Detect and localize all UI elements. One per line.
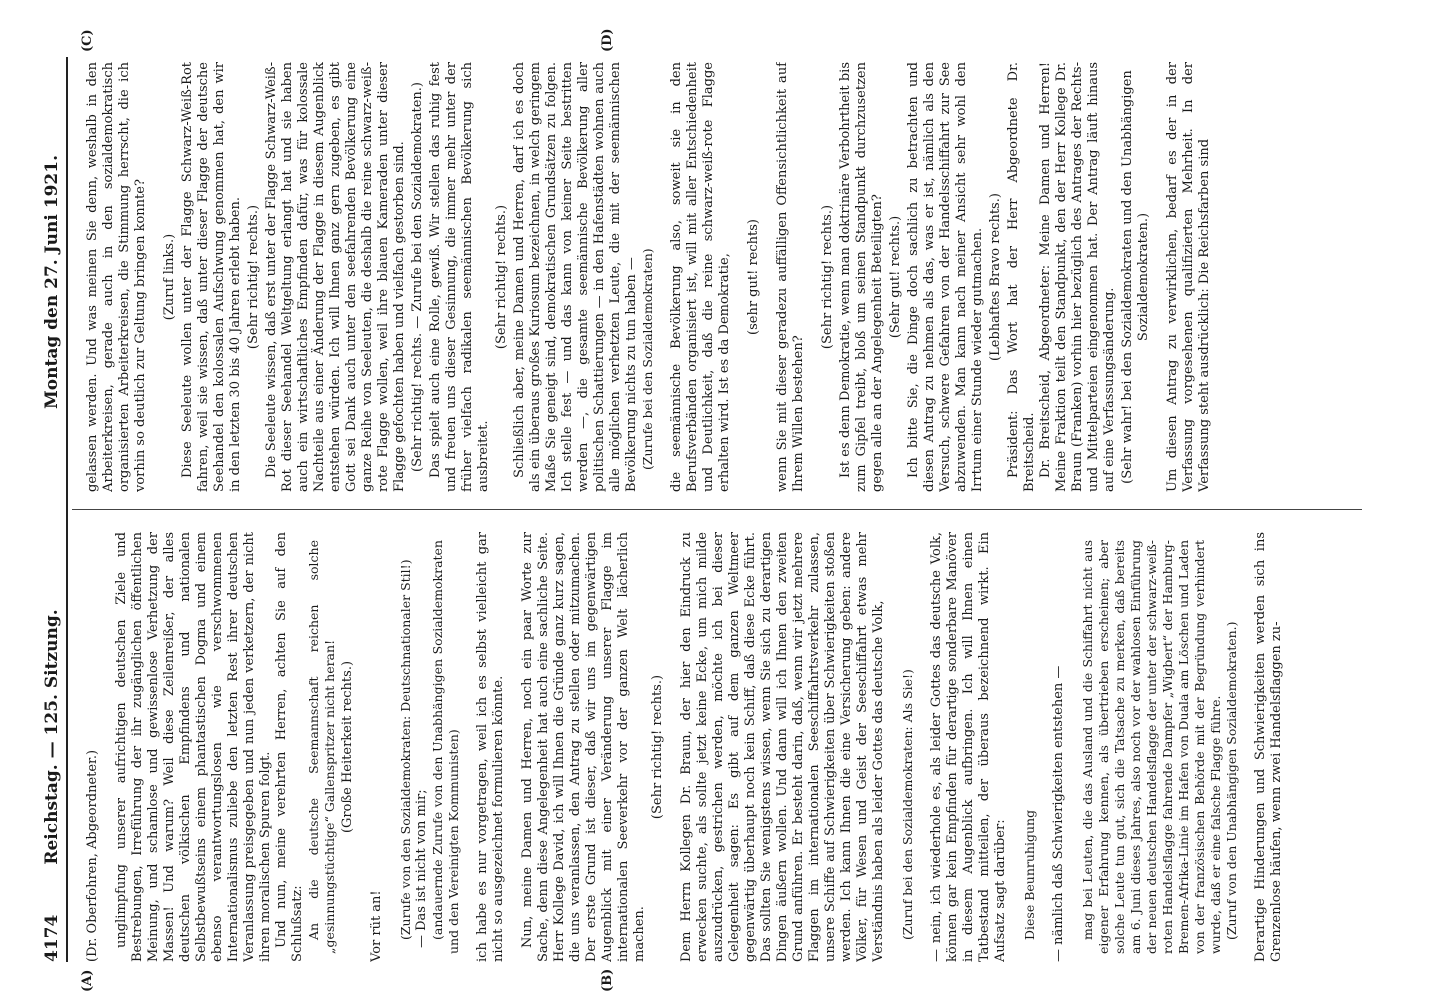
left-column-paragraph: — nein, ich wiederhole es, als leider Gottes das deutsche Volk, können gar kein Empfinden für derartige sonderbare Manöver in diesem Augenblick aufbringen. Ich will Ihnen einen Tatbestand mitteilen, der überaus bezeichnend wirkt. Ein Aufsatz sagt darüber: <box>929 532 1008 962</box>
left-column-paragraph: unglimpfung unserer aufrichtigen deutschen Ziele und Bestrebungen, Irreführung der ihr zugänglichen öffentlichen Meinung, und schamlose und gewissenlose Verhetzung der Massen! Und warum? Weil diese Zeilenreißer, der alles deutschen völkischen Empfindens und nationalen Selbstbewußtseins einem phantastischen Dogma und einem ebenso verantwortungslosen wie verschwommenen Internationalismus zuliebe den letzten Rest ihrer deutschen Veranlassung preisgegeben und nun jeden verketzern, der nicht ihren moralischen Spuren folgt. <box>114 532 273 962</box>
right-column-interjection: (Lebhaftes Bravo rechts.) <box>988 193 1003 361</box>
right-column-paragraph: Ist es denn Demokratie, wenn man doktrinäre Verbohrtheit bis zum Gipfel treibt, bloß um seinen Standpunkt durchzusetzen gegen alle an der Angelegenheit Beteiligten? <box>838 62 885 492</box>
session-date: Montag den 27. Juni 1921. <box>42 154 62 410</box>
left-column-interjection: mag bei Leuten, die das Ausland und die Schiffahrt nicht aus eigener Erfahrung kennen, als übertrieben erscheinen; aber solche Leute tun gut, sich die Tatsache zu merken, daß bereits am 6. Juni dieses Jahres, also noch vor der wahlosen Einführung der neuen deutschen Handelsflagge der unter der schwarz-weiß-roten Handelsflagge fahrende Dampfer „Wigbert“ der Hamburg-Bremen-Afrika-Linie im Hafen von Duala am Löschen und Laden von der französischen Behörde mit der Begründung verhindert wurde, daß er eine falsche Flagge führe. <box>1080 540 1223 954</box>
page-header <box>40 57 68 962</box>
left-text-column <box>72 532 1362 962</box>
left-column-paragraph: Und nun, meine verehrten Herren, achten Sie auf den Schlußsatz: <box>274 532 305 962</box>
right-column-paragraph: die seemännische Bevölkerung also, soweit sie in den Berufsverbänden organisiert ist, will mit aller Entschiedenheit und Deutlichkeit, daß die reine schwarz-weiß-rote Flagge erhalten wird. Ist es da Demokratie, <box>669 62 732 492</box>
right-column-paragraph: Dr. Breitscheid, Abgeordneter: Meine Damen und Herren! Meine Fraktion teilt den Standpunkt, den der Herr Kollege Dr. Braun (Franken) vorhin hier bezüglich des Antrages der Rechts- und Mittelparteien eingenommen hat. Der Antrag läuft hinaus auf eine Verfassungsänderung. <box>1038 62 1117 492</box>
left-column-paragraph: Derartige Hinderungen und Schwierigkeiten werden sich ins Grenzenlose häufen, wenn zwei Handelsflaggen zu- <box>1253 532 1284 962</box>
left-column-interjection: (andauernde Zurufe von den Unabhängigen Sozialdemokraten und den Vereinigten Kommunisten) <box>430 540 461 954</box>
right-column-interjection: (Sehr richtig! rechts.) <box>494 204 509 350</box>
left-column-interjection: (Große Heiterkeit rechts.) <box>340 660 355 834</box>
right-column-interjection: (Sehr wahr! bei den Sozialdemokraten und den Unabhängigen Sozialdemokraten.) <box>1120 70 1151 484</box>
right-column-paragraph: Präsident: Das Wort hat der Herr Abgeordnete Dr. Breitscheid. <box>1006 62 1037 492</box>
left-column-interjection: Diese Beunruhigung <box>1022 809 1037 940</box>
left-column-interjection: (Sehr richtig! rechts.) <box>650 674 665 820</box>
session-title: Reichstag. — 125. Sitzung. <box>42 609 62 865</box>
right-column-paragraph: Das spielt auch eine Rolle, gewiß. Wir stellen das ruhig fest und freuen uns dieser Gesinnung, die immer mehr unter der früher vielfach radikalen seemännischen Bevölkerung sich ausbreitet. <box>428 62 491 492</box>
margin-marker-c: (C) <box>80 29 95 52</box>
right-text-column <box>72 62 1362 492</box>
right-column-paragraph: gelassen werden. Und was meinen Sie denn, weshalb in den Arbeiterkreisen, gerade auch in den sozialdemokratisch organisierten Arbeiterkreisen, die Stimmung herrscht, die ich vorhin so deutlich zur Geltung bringen konnte? <box>85 62 148 492</box>
left-column-paragraph: (Dr. Oberfohren, Abgeordneter.) <box>85 749 100 962</box>
right-column-paragraph: wenn Sie mit dieser geradezu auffälligen Offensichtlichkeit auf Ihrem Willen bestehen? <box>775 62 806 492</box>
right-column-interjection: (Sehr richtig! rechts.) <box>820 204 835 350</box>
column-divider <box>72 509 1362 510</box>
left-column-paragraph: Nun, meine Damen und Herren, noch ein paar Worte zur Sache, denn diese Angelegenheit hat auch eine sachliche Seite. Herr Kollege David, ich will Ihnen die Gründe ganz kurz sagen, die uns veranlassen, den Antrag zu stellen oder mitzumachen. Der erste Grund ist dieser, daß wir uns im gegenwärtigen Augenblick mit einer Veränderung unserer Flagge im internationalen Seeverkehr vor der ganzen Welt lächerlich machen. <box>520 532 647 962</box>
left-column-paragraph: Dem Herrn Kollegen Dr. Braun, der hier den Eindruck zu erwecken suchte, als sollte jetzt keine Ecke, um mich milde auszudrücken, gestrichen werden, möchte ich bei dieser Gelegenheit sagen: Es gibt auf dem ganzen Weltmeer gegenwärtig überhaupt noch kein Schiff, daß diese Ecke führt. Das sollten Sie wenigstens wissen, wenn Sie sich zu derartigen Dingen äußern wollen. Und dann will ich Ihnen den zweiten Grund anführen. Er besteht darin, daß, wenn wir jetzt mehrere Flaggen im internationalen Seeschiffahrtsverkehr zulassen, unsere Schiffe auf Schwierigkeiten über Schwierigkeiten stoßen werden. Ich kann Ihnen die eine Versicherung geben: andere Völker, für Wesen und Geist der Seeschiffahrt etwas mehr Verständnis haben als leider Gottes das deutsche Volk, <box>679 532 886 962</box>
right-column-interjection: (Sehr gut! rechts.) <box>888 215 903 339</box>
left-column-interjection: (Zurufe von den Sozialdemokraten: Deutschnationaler Stil!) <box>398 559 413 940</box>
right-column-paragraph: Ich bitte Sie, die Dinge doch sachlich zu betrachten und diesen Antrag zu nehmen als das, was er ist, nämlich als den Versuch, schwere Gefahren von der Handelsschiffahrt zur See abzuwenden. Man kann nach meiner Ansicht sehr wohl den Irrtum einer Stunde wieder gutmachen. <box>906 62 985 492</box>
margin-marker-a: (A) <box>80 969 95 992</box>
left-column-paragraph: — Das ist nicht von mir; <box>414 789 429 948</box>
right-column-interjection: (sehr gut! rechts) <box>746 219 761 335</box>
right-column-paragraph: Schließlich aber, meine Damen und Herren, darf ich es doch als ein überaus großes Kuriosum bezeichnen, in welch geringem Maße Sie geneigt sind, demokratischen Grundsätzen zu folgen. Ich stelle fest — und das kann von keiner Seite bestritten werden —, die gesamte seemännische Bevölkerung aller politischen Schattierungen — in den Hafenstädten wohnen auch alle möglichen verhetzten Leute, die mit der seemännischen Bevölkerung nichts zu tun haben — <box>512 62 639 492</box>
right-column-paragraph: Um diesen Antrag zu verwirklichen, bedarf es der in der Verfassung vorgesehenen qualifizierten Mehrheit. In der Verfassung steht ausdrücklich: Die Reichsfarben sind <box>1165 62 1212 492</box>
left-column-paragraph: ich habe es nur vorgetragen, weil ich es selbst vielleicht gar nicht so ausgezeichnet formulieren könnte. <box>475 532 506 962</box>
left-column-interjection: (Zuruf von den Unabhängigen Sozialdemokraten.) <box>1224 621 1239 940</box>
left-column-paragraph: Vor rüt an! <box>369 890 384 962</box>
page-number: 4174 <box>42 914 62 962</box>
right-column-interjection: (Zuruf links.) <box>162 233 177 321</box>
right-column-interjection: (Sehr richtig! rechts.) <box>246 204 261 350</box>
right-column-paragraph: Diese Seeleute wollen unter der Flagge Schwarz-Weiß-Rot fahren, weil sie wissen, daß unter dieser Flagge der deutsche Seehandel den kolossalen Aufschwung genommen hat, den wir in den letzten 30 bis 40 Jahren erlebt haben. <box>180 62 243 492</box>
right-column-interjection: (Zurufe bei den Sozialdemokraten) <box>640 248 655 470</box>
margin-marker-b: (B) <box>600 968 615 992</box>
right-column-interjection: (Sehr richtig! rechts. — Zurufe bei den Sozialdemokraten.) <box>410 82 425 472</box>
left-column-interjection: An die deutsche Seemannschaft reichen solche „gesinnungstüchtige“ Gallenspritzer nicht heran! <box>306 540 337 954</box>
document-page <box>40 28 1380 992</box>
right-column-paragraph: Die Seeleute wissen, daß erst unter der Flagge Schwarz-Weiß-Rot dieser Seehandel Weltgeltung erlangt hat und sie haben auch ein wirtschaftliches Empfinden dafür, was für kolossale Nachteile aus einer Änderung der Flagge in diesem Augenblick entstehen würden. Ich will Ihnen ganz gern zugeben, es gibt Gott sei Dank auch unter den seefahrenden Bevölkerung eine ganze Reihe von Seeleuten, die deshalb die reine schwarz-weiß-rote Flagge wollen, weil ihre blauen Kameraden unter dieser Flagge gefochten haben und vielfach gestorben sind. <box>264 62 407 492</box>
margin-marker-d: (D) <box>600 28 615 52</box>
left-column-interjection: (Zuruf bei den Sozialdemokraten: Als Sie!) <box>900 669 915 940</box>
left-column-paragraph: — nämlich daß Schwierigkeiten entstehen — <box>1051 665 1066 962</box>
